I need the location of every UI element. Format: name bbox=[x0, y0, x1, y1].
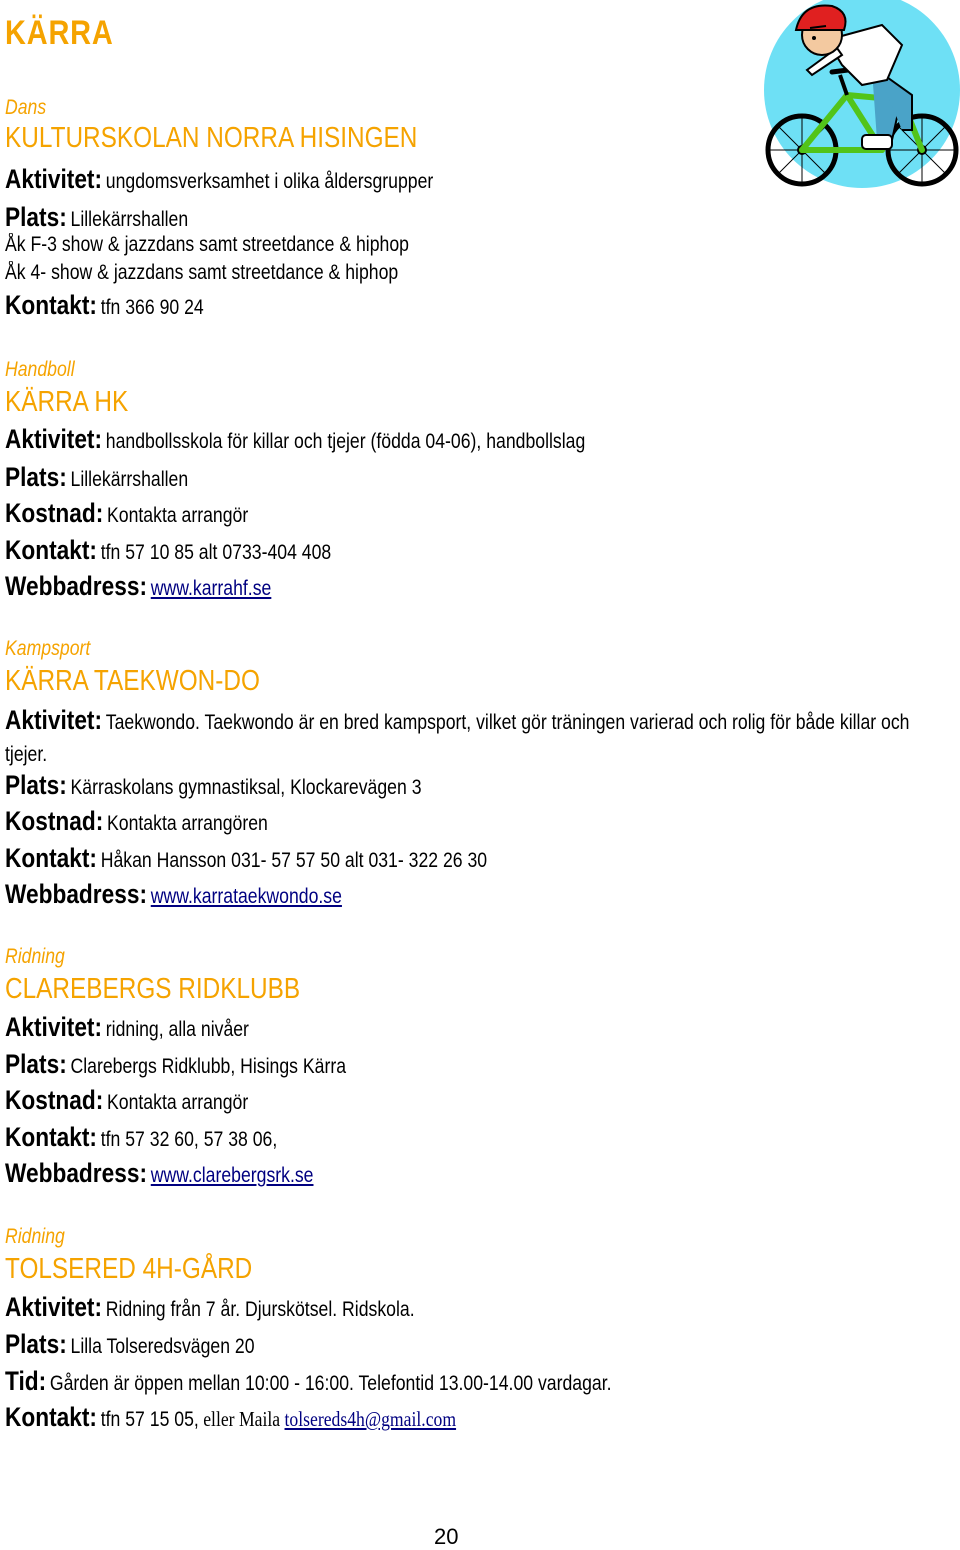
cost-value: Kontakta arrangör bbox=[107, 1091, 249, 1114]
place-label: Plats: bbox=[5, 770, 67, 800]
activity-value: Ridning från 7 år. Djurskötsel. Ridskola. bbox=[105, 1298, 415, 1321]
contact-label: Kontakt: bbox=[5, 843, 97, 873]
activity-label: Aktivitet: bbox=[5, 1012, 103, 1042]
activity-value: Taekwondo. Taekwondo är en bred kampsport, vilket gör träningen varierad och rolig för både killar och tjejer. bbox=[5, 711, 910, 766]
boy-on-bicycle-illustration bbox=[752, 0, 960, 200]
contact-label: Kontakt: bbox=[5, 1122, 97, 1152]
contact-value: tfn 57 15 05, bbox=[100, 1408, 199, 1431]
activity-value: handbollsskola för killar och tjejer (födda 04-06), handbollslag bbox=[105, 430, 586, 453]
email-link[interactable]: tolsereds4h@gmail.com bbox=[284, 1407, 457, 1431]
cost-label: Kostnad: bbox=[5, 498, 104, 528]
website-link[interactable]: www.clarebergsrk.se bbox=[150, 1164, 314, 1187]
category-label: Handboll bbox=[5, 358, 75, 381]
cost-value: Kontakta arrangören bbox=[107, 812, 268, 835]
place-line bbox=[5, 202, 188, 233]
activity-value: ungdomsverksamhet i olika åldersgrupper bbox=[105, 170, 434, 193]
website-link[interactable]: www.karrahf.se bbox=[150, 577, 272, 600]
website-label: Webbadress: bbox=[5, 571, 148, 601]
contact-label: Kontakt: bbox=[5, 290, 97, 320]
page-number: 20 bbox=[434, 1524, 459, 1549]
contact-line bbox=[5, 1402, 456, 1433]
place-label: Plats: bbox=[5, 1329, 67, 1359]
contact-value: tfn 57 32 60, 57 38 06, bbox=[100, 1128, 278, 1151]
place-label: Plats: bbox=[5, 1049, 67, 1079]
activity-label: Aktivitet: bbox=[5, 1292, 103, 1322]
contact-extra: eller Maila bbox=[198, 1407, 285, 1431]
organization-name: KULTURSKOLAN NORRA HISINGEN bbox=[5, 122, 418, 154]
info-line: Åk F-3 show & jazzdans samt streetdance & hiphop bbox=[5, 233, 409, 256]
activity-line bbox=[5, 1292, 415, 1323]
organization-name: CLAREBERGS RIDKLUBB bbox=[5, 973, 301, 1005]
cost-value: Kontakta arrangör bbox=[107, 504, 249, 527]
place-value: Clarebergs Ridklubb, Hisings Kärra bbox=[70, 1055, 347, 1078]
time-value: Gården är öppen mellan 10:00 - 16:00. Telefontid 13.00-14.00 vardagar. bbox=[49, 1372, 612, 1395]
cost-line bbox=[5, 806, 268, 837]
activity-line bbox=[5, 424, 585, 455]
place-value: Lilla Tolseredsvägen 20 bbox=[70, 1335, 255, 1358]
website-link[interactable]: www.karrataekwondo.se bbox=[150, 885, 342, 908]
contact-value: tfn 57 10 85 alt 0733-404 408 bbox=[100, 541, 332, 564]
category-label: Dans bbox=[5, 96, 47, 119]
cost-label: Kostnad: bbox=[5, 806, 104, 836]
cost-label: Kostnad: bbox=[5, 1085, 104, 1115]
activity-label: Aktivitet: bbox=[5, 705, 103, 735]
place-line bbox=[5, 1329, 255, 1360]
contact-line bbox=[5, 1122, 277, 1153]
cost-line bbox=[5, 498, 248, 529]
place-line bbox=[5, 462, 188, 493]
activity-value: ridning, alla nivåer bbox=[105, 1018, 249, 1041]
contact-line bbox=[5, 535, 331, 566]
contact-value: tfn 366 90 24 bbox=[100, 296, 204, 319]
place-line bbox=[5, 770, 422, 801]
page-title: KÄRRA bbox=[5, 14, 114, 52]
category-label: Ridning bbox=[5, 1225, 65, 1248]
organization-name: KÄRRA HK bbox=[5, 386, 129, 418]
contact-line bbox=[5, 290, 204, 321]
place-label: Plats: bbox=[5, 202, 67, 232]
contact-label: Kontakt: bbox=[5, 535, 97, 565]
website-label: Webbadress: bbox=[5, 879, 148, 909]
activity-label: Aktivitet: bbox=[5, 164, 103, 194]
time-label: Tid: bbox=[5, 1366, 47, 1396]
place-value: Kärraskolans gymnastiksal, Klockarevägen 3 bbox=[70, 776, 422, 799]
activity-line bbox=[5, 164, 433, 195]
activity-line bbox=[5, 705, 946, 772]
organization-name: TOLSERED 4H-GÅRD bbox=[5, 1253, 253, 1285]
website-line bbox=[5, 1158, 313, 1189]
contact-line bbox=[5, 843, 487, 874]
activity-line bbox=[5, 1012, 249, 1043]
activity-label: Aktivitet: bbox=[5, 424, 103, 454]
website-label: Webbadress: bbox=[5, 1158, 148, 1188]
place-value: Lillekärrshallen bbox=[70, 208, 189, 231]
contact-label: Kontakt: bbox=[5, 1402, 97, 1432]
website-line bbox=[5, 879, 342, 910]
contact-value: Håkan Hansson 031- 57 57 50 alt 031- 322 26 30 bbox=[100, 849, 488, 872]
place-line bbox=[5, 1049, 346, 1080]
category-label: Ridning bbox=[5, 945, 65, 968]
organization-name: KÄRRA TAEKWON-DO bbox=[5, 665, 260, 697]
category-label: Kampsport bbox=[5, 637, 91, 660]
place-value: Lillekärrshallen bbox=[70, 468, 189, 491]
time-line bbox=[5, 1366, 612, 1397]
cost-line bbox=[5, 1085, 248, 1116]
info-line: Åk 4- show & jazzdans samt streetdance & hiphop bbox=[5, 261, 399, 284]
place-label: Plats: bbox=[5, 462, 67, 492]
website-line bbox=[5, 571, 271, 602]
